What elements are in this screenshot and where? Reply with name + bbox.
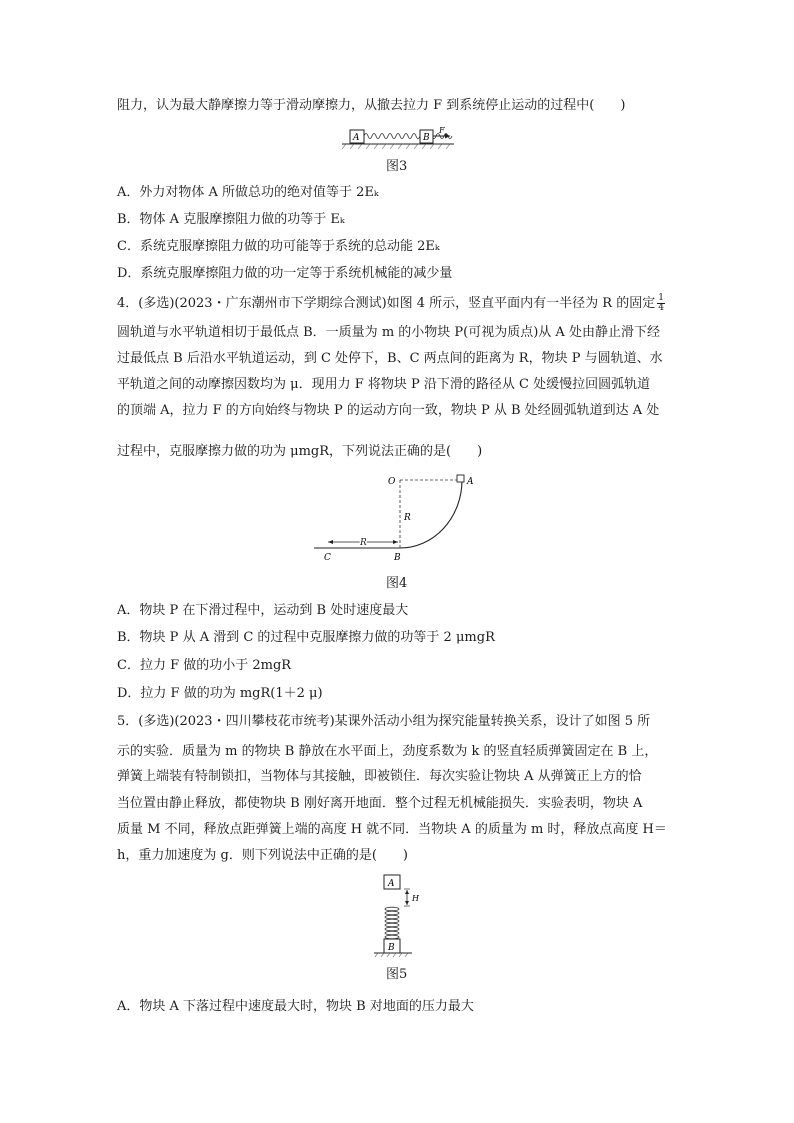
q4-line-6: 过程中，克服摩擦力做的功为 μmgR，下列说法正确的是( ) [117,444,483,459]
fraction-denominator: 4 [658,303,664,313]
q4-option-d: D．拉力 F 做的功为 mgR(1＋2 μ) [117,686,323,701]
fig3-label-b: B [423,133,430,143]
q4-line-2: 圆轨道与水平轨道相切于最低点 B．一质量为 m 的小物块 P(可视为质点)从 A 处由静止滑下经 [117,325,660,340]
q4-line-1 [117,294,665,314]
q3-option-b: B．物体 A 克服摩擦阻力做的功等于 Eₖ [117,212,345,227]
vertical-spring [385,907,399,939]
figure-5 [372,873,432,957]
q3-text-tail: 阻力，认为最大静摩擦力等于滑动摩擦力，从撤去拉力 F 到系统停止运动的过程中( ) [117,98,626,113]
q3-option-c: C．系统克服摩擦阻力做的功可能等于系统的总动能 2Eₖ [117,239,440,254]
fig4-label-a: A [467,477,474,487]
fig4-label-r-horizontal: R [360,538,367,548]
q4-option-c: C．拉力 F 做的功小于 2mgR [117,658,292,673]
fig5-label-a: A [388,879,395,889]
q4-option-b: B．物块 P 从 A 滑到 C 的过程中克服摩擦力做的功等于 2 μmgR [117,630,495,645]
fig3-label-f: F [439,126,445,135]
q5-line-6: h，重力加速度为 g．则下列说法中正确的是( ) [117,848,408,863]
q5-line-2: 示的实验．质量为 m 的物块 B 静放在水平面上，劲度系数为 k 的竖直轻质弹簧固定在 B 上， [117,744,658,759]
figure-3-caption: 图3 [386,159,408,174]
fig5-label-b: B [388,943,395,953]
q5-line-3: 弹簧上端装有特制锁扣，当物体与其接触，即被锁住．每次实验让物块 A 从弹簧正上方的恰 [117,769,642,784]
q5-line-1: 5．(多选)(2023・四川攀枝花市统考)某课外活动小组为探究能量转换关系，设计了如图 5 所 [117,714,651,729]
block-p [457,475,464,482]
fraction-numerator: 1 [658,293,664,303]
figure-5-caption: 图5 [386,967,408,982]
q4-line-3: 过最低点 B 后沿水平轨道运动，到 C 处停下，B、C 两点间的距离为 R，物块 P 与圆轨道、水 [117,351,663,366]
fig4-label-o: O [388,477,396,487]
fig5-label-h: H [412,894,419,903]
figure-4-caption: 图4 [386,576,408,591]
fig4-label-r-vertical: R [404,513,411,523]
quarter-fraction [657,294,665,313]
q4-line-5: 的顶端 A，拉力 F 的方向始终与物块 P 的运动方向一致，物块 P 从 B 处经圆弧轨道到达 A 处 [117,403,660,418]
q5-line-4: 当位置由静止释放，都使物块 B 刚好离开地面．整个过程无机械能损失．实验表明，物块 A [117,796,643,811]
fig3-label-a: A [353,133,360,143]
q3-option-d: D．系统克服摩擦阻力做的功一定等于系统机械能的减少量 [117,266,453,281]
q3-option-a: A．外力对物体 A 所做总功的绝对值等于 2Eₖ [117,185,379,200]
figure-4 [312,472,492,564]
q5-line-5: 质量 M 不同，释放点距弹簧上端的高度 H 就不同．当物块 A 的质量为 m 时，释放点高度 H＝ [117,822,667,837]
q4-option-a: A．物块 P 在下滑过程中，运动到 B 处时速度最大 [117,603,409,618]
q4-line-1-text: 4．(多选)(2023・广东潮州市下学期综合测试)如图 4 所示，竖直平面内有一半径为 R 的固定 [117,296,656,311]
q4-line-4: 平轨道之间的动摩擦因数均为 μ．现用力 F 将物块 P 沿下滑的路径从 C 处缓慢拉回圆弧轨道 [117,377,651,392]
fig4-label-b: B [394,553,401,563]
q5-option-a: A．物块 A 下落过程中速度最大时，物块 B 对地面的压力最大 [117,999,474,1014]
figure-3 [340,124,460,150]
fig4-label-c: C [324,553,331,563]
